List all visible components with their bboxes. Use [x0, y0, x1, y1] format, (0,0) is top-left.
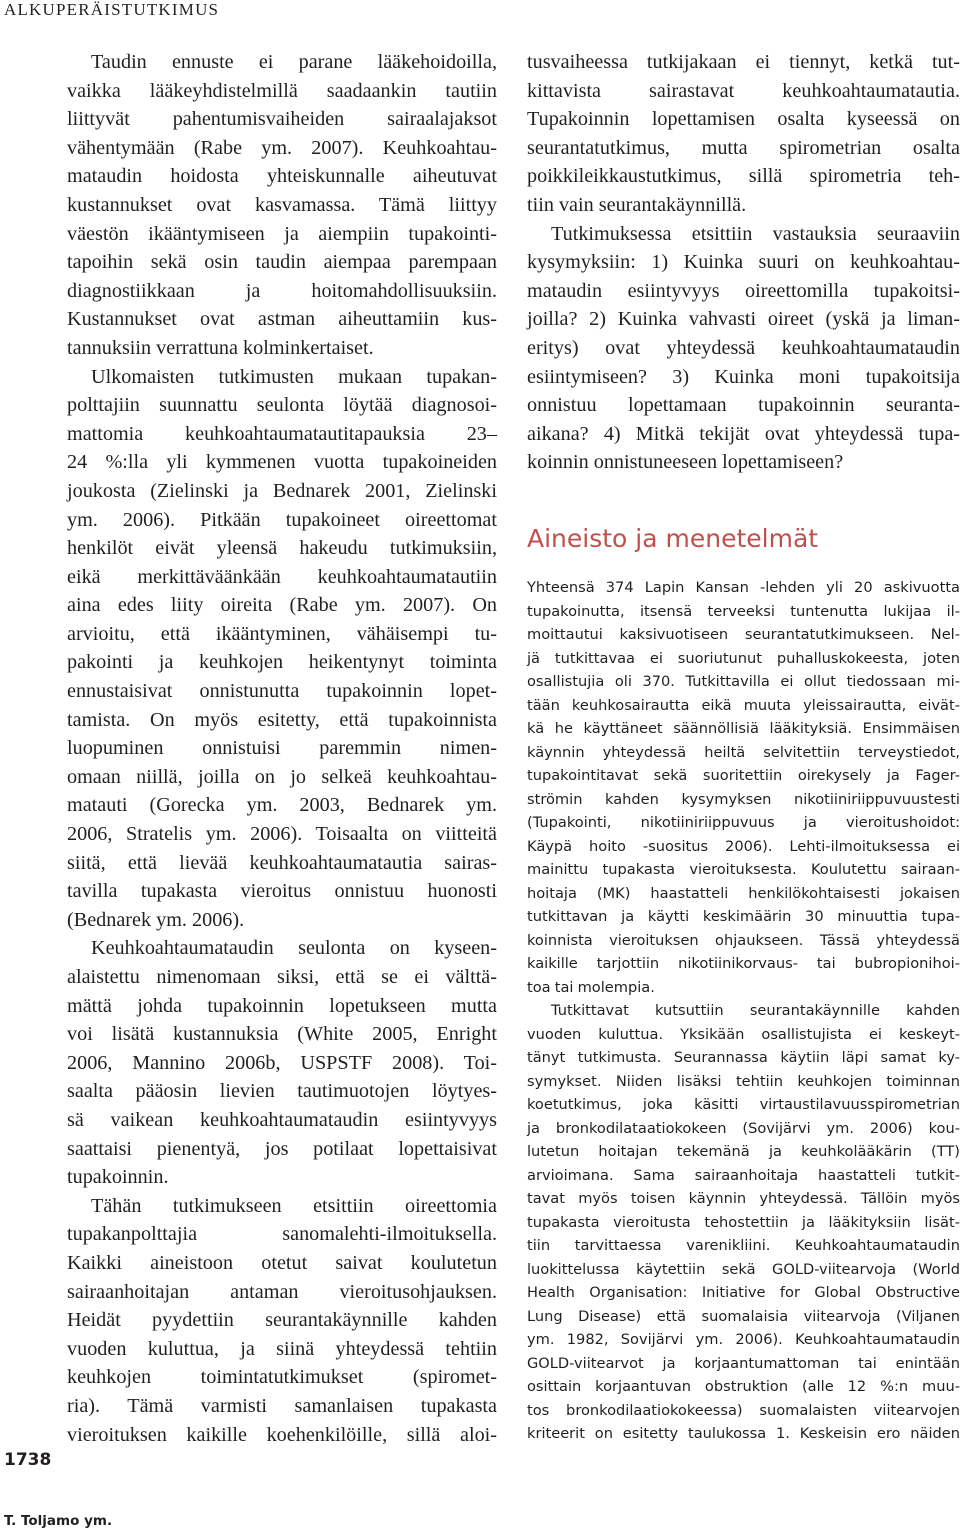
- text-line: hoitaja (MK) haastatteli henkilökohtaisesti jokaisen: [527, 884, 960, 902]
- text-line: kaikille tarjottiin nikotiinikorvaus- tai bubropionihoi-: [527, 955, 960, 972]
- text-line: onnistuu lopettamaan tupakoinnin seuranta-: [527, 394, 960, 417]
- page-number: 1738: [4, 1450, 52, 1470]
- text-line: symykset. Niiden lisäksi tehtiin keuhkojen toiminnan: [527, 1072, 960, 1090]
- text-line: kysymyksiin: 1) Kuinka suuri on keuhkoahtau-: [527, 251, 960, 274]
- text-line: koetutkimus, joka käsitti virtaustilavuusspirometrian: [527, 1096, 960, 1113]
- text-line: mataudin hoidosta yhteiskunnalle aiheutuvat: [67, 165, 497, 188]
- text-line: mättä johda tupakoinnin lopetukseen mutta: [67, 994, 497, 1017]
- text-line: sä vaikean keuhkoahtaumataudin esiintyvyys: [67, 1108, 497, 1131]
- text-line: Tutkittavat kutsuttiin seurantakäynnille kahden: [551, 1002, 960, 1019]
- text-line: keuhkojen toimintatutkimukset (spiromet-: [67, 1366, 497, 1389]
- section-heading: Aineisto ja menetelmät: [527, 524, 819, 553]
- text-line: (Tupakointi, nikotiiniriippuvuus ja vieroitushoidot:: [527, 814, 960, 831]
- text-line: (Bednarek ym. 2006).: [67, 908, 245, 931]
- text-line: omaan niillä, joilla on jo selkeä keuhkoahtau-: [67, 765, 497, 788]
- text-line: matauti (Gorecka ym. 2003, Bednarek ym.: [67, 794, 497, 817]
- text-line: Kaikki aineistoon otetut saivat koulutetun: [67, 1251, 497, 1274]
- text-line: Taudin ennuste ei parane lääkehoidoilla,: [91, 51, 497, 73]
- text-line: tänyt tutkimusta. Seurannassa käytiin läpi samat ky-: [527, 1049, 960, 1066]
- text-line: henkilöt eivät yleensä hakeudu tutkimuksiin,: [67, 537, 497, 560]
- text-line: koinnin onnistuneeseen lopettamiseen?: [527, 451, 844, 474]
- text-line: osittain korjaantuvan obstruktion (alle 12 %:n muu-: [527, 1378, 960, 1395]
- text-line: polttajiin suunnattu seulonta löytää diagnosoi-: [67, 394, 497, 417]
- text-line: diagnostiikkaan ja hoitomahdollisuuksiin.: [67, 279, 497, 302]
- text-line: Tähän tutkimukseen etsittiin oireettomia: [91, 1194, 497, 1217]
- text-line: seurantatutkimus, mutta spirometrian osalta: [527, 136, 960, 159]
- text-line: lutetun hoitajan tekemänä ja keuhkolääkärin (TT): [527, 1143, 960, 1160]
- text-line: Tupakoinnin lopettamisen osalta kyseessä on: [527, 108, 960, 131]
- text-line: 2006, Mannino 2006b, USPSTF 2008). Toi-: [67, 1051, 497, 1074]
- text-line: aina edes liity oireita (Rabe ym. 2007). On: [67, 594, 497, 617]
- text-line: kriteerit on esitetty taulukossa 1. Keskeisin ero näiden: [527, 1425, 960, 1442]
- text-line: Keuhkoahtaumataudin seulonta on kyseen-: [91, 937, 497, 960]
- text-line: voi lisätä kustannuksia (White 2005, Enright: [67, 1023, 497, 1046]
- text-line: saalta pääosin lievien tautimuotojen löytyes-: [67, 1080, 497, 1103]
- text-line: kustannukset ovat kasvamassa. Tämä liittyy: [67, 193, 497, 216]
- text-line: saattaisi pienentyä, jos potilaat lopettaisivat: [67, 1137, 497, 1160]
- text-line: alaistettu nimenomaan siksi, että se ei välttä-: [67, 966, 497, 988]
- text-line: aikana? 4) Mitkä tekijät ovat yhteydessä tupa-: [527, 422, 960, 445]
- text-line: Yhteensä 374 Lapin Kansan -lehden yli 20 askivuotta: [527, 579, 960, 596]
- author-footer: T. Toljamo ym.: [4, 1513, 113, 1529]
- running-title: ALKUPERÄISTUTKIMUS: [4, 0, 220, 19]
- text-line: vaikka lääkeyhdistelmillä saadaankin tautiin: [67, 79, 497, 102]
- text-line: tiin tarvittaessa varenikliini. Keuhkoahtaumataudin: [527, 1237, 960, 1254]
- text-line: 2006, Stratelis ym. 2006). Toisaalta on viitteitä: [67, 823, 497, 846]
- text-line: Käypä hoito -suositus 2006). Lehti-ilmoituksessa ei: [527, 837, 960, 855]
- text-line: kä he käyttäneet säännöllisiä lääkityksiä. Ensimmäisen: [527, 720, 960, 737]
- text-line: tupakoinutta, itsensä terveeksi tuntenutta lukijaa il-: [527, 602, 960, 620]
- text-line: tos bronkodilaatiokokeessa) suomalaisten viitearvojen: [527, 1401, 960, 1419]
- text-line: Health Organisation: Initiative for Global Obstructive: [527, 1284, 960, 1301]
- text-line: Heidät pyydettiin seurantakäynnille kahden: [67, 1309, 497, 1332]
- text-line: vuoden kuluttua. Yksikään osallistujista ei keskeyt-: [527, 1025, 960, 1043]
- text-line: tupakointitavat sekä suoritettiin oirekysely ja Fager-: [527, 767, 960, 784]
- text-line: tupakanpolttajia sanomalehti-ilmoituksella.: [67, 1223, 497, 1246]
- text-line: eikä merkittäväänkään keuhkoahtaumatautiin: [67, 565, 497, 588]
- text-line: strömin kahden kysymyksen nikotiiniriippuvuustesti: [527, 790, 960, 808]
- text-line: Ulkomaisten tutkimusten mukaan tupakan-: [91, 365, 497, 388]
- text-line: vieroituksen kaikille koehenkilöille, sillä aloi-: [67, 1423, 497, 1446]
- text-line: väestön ikääntymiseen ja aiempiin tupakointi-: [67, 222, 497, 245]
- text-line: toa tai molempia.: [527, 978, 655, 996]
- text-line: joilla? 2) Kuinka vahvasti oireet (yskä ja liman-: [527, 308, 960, 331]
- text-line: käynnin yhteydessä heiltä selvitettiin terveystiedot,: [527, 743, 960, 761]
- text-line: tavat myös toisen käynnin yhteydessä. Tällöin myös: [527, 1190, 960, 1207]
- left-column: [67, 48, 497, 1449]
- text-line: sairaanhoitajan antaman vieroitusohjauksen.: [67, 1280, 497, 1303]
- text-line: joukosta (Zielinski ja Bednarek 2001, Zielinski: [67, 479, 497, 502]
- text-line: Kustannukset ovat astman aiheuttamiin kus-: [67, 308, 497, 331]
- text-line: osallistujia oli 370. Tutkittavilla ei ollut tiedossaan mi-: [527, 673, 960, 690]
- text-line: Tutkimuksessa etsittiin vastauksia seuraaviin: [551, 222, 960, 245]
- text-line: vuoden kuluttua, ja siinä yhteydessä tehtiin: [67, 1337, 497, 1360]
- text-line: jä tutkittavaa ei suoriutunut puhalluskokeesta, joten: [527, 649, 960, 667]
- text-line: ja bronkodilataatiokokeen (Sovijärvi ym. 2006) kou-: [527, 1119, 960, 1137]
- text-line: luokittelussa käytettiin sekä GOLD-viitearvoja (World: [527, 1260, 960, 1278]
- text-line: mattomia keuhkoahtaumatautitapauksia 23–: [67, 422, 497, 445]
- text-line: luopuminen onnistuisi paremmin nimen-: [67, 737, 497, 760]
- text-line: tiin vain seurantakäynnillä.: [527, 193, 747, 216]
- text-line: tannuksiin verrattuna kolminkertaiset.: [67, 336, 374, 359]
- text-line: ym. 1982, Sovijärvi ym. 2006). Keuhkoahtaumataudin: [527, 1331, 960, 1348]
- text-line: tupakoinnin.: [67, 1166, 169, 1189]
- text-line: poikkileikkaustutkimus, sillä spirometria teh-: [527, 165, 960, 188]
- text-line: tutkittavan ja käytti keskimäärin 30 minuuttia tupa-: [527, 908, 960, 925]
- text-line: GOLD-viitearvot ja korjaantumattoman tai enintään: [527, 1354, 960, 1372]
- text-line: arvioitu, että ikääntyminen, vähäisempi tu-: [67, 622, 497, 645]
- text-line: arvioimana. Sama sairaanhoitaja haastatteli tutkit-: [527, 1166, 960, 1184]
- text-line: tavilla tupakasta vieroitus onnistuu huonosti: [67, 880, 497, 903]
- text-line: tupakasta vieroitusta tehostettiin ja lääkityksiin lisät-: [527, 1213, 960, 1231]
- methods-section-text: [527, 576, 960, 1446]
- text-line: Lung Disease) että suomalaisia viitearvoja (Viljanen: [527, 1307, 960, 1325]
- text-line: siitä, että lievää keuhkoahtaumatautia sairas-: [67, 851, 497, 874]
- text-line: ennustaisivat onnistunutta tupakoinnin lopet-: [67, 680, 497, 703]
- text-line: tusvaiheessa tutkijakaan ei tiennyt, ketkä tut-: [527, 51, 960, 73]
- text-line: mainittu tupakasta vieroituksesta. Koulutettu sairaan-: [527, 861, 960, 878]
- text-line: eritys) ovat yhteydessä keuhkoahtaumataudin: [527, 336, 960, 359]
- text-line: ria). Tämä varmisti samanlaisen tupakasta: [67, 1394, 497, 1417]
- text-line: 24 %:lla yli kymmenen vuotta tupakoineiden: [67, 451, 497, 474]
- text-line: pakointi ja keuhkojen heikentynyt toiminta: [67, 651, 497, 674]
- text-line: vähentymään (Rabe ym. 2007). Keuhkoahtau-: [67, 136, 497, 159]
- text-line: tapoihin sekä osin taudin aiempaa parempaan: [67, 251, 497, 274]
- text-line: liittyvät pahentumisvaiheiden sairaalajaksot: [67, 108, 497, 131]
- text-line: tamista. On myös esitetty, että tupakoinnista: [67, 708, 497, 731]
- text-line: mataudin esiintyvyys oireettomilla tupakoitsi-: [527, 279, 960, 302]
- right-column: [527, 48, 960, 477]
- text-line: esiintymiseen? 3) Kuinka moni tupakoitsija: [527, 365, 960, 388]
- text-line: kittavista sairastavat keuhkoahtaumatautia.: [527, 79, 960, 102]
- text-line: moittautui kaksivuotiseen seurantatutkimukseen. Nel-: [527, 626, 960, 643]
- text-line: ym. 2006). Pitkään tupakoineet oireettomat: [67, 508, 497, 531]
- text-line: koinnista vieroituksen ohjaukseen. Tässä yhteydessä: [527, 931, 960, 949]
- text-line: tään keuhkosairautta eikä muuta yleissairautta, eivät-: [527, 696, 960, 714]
